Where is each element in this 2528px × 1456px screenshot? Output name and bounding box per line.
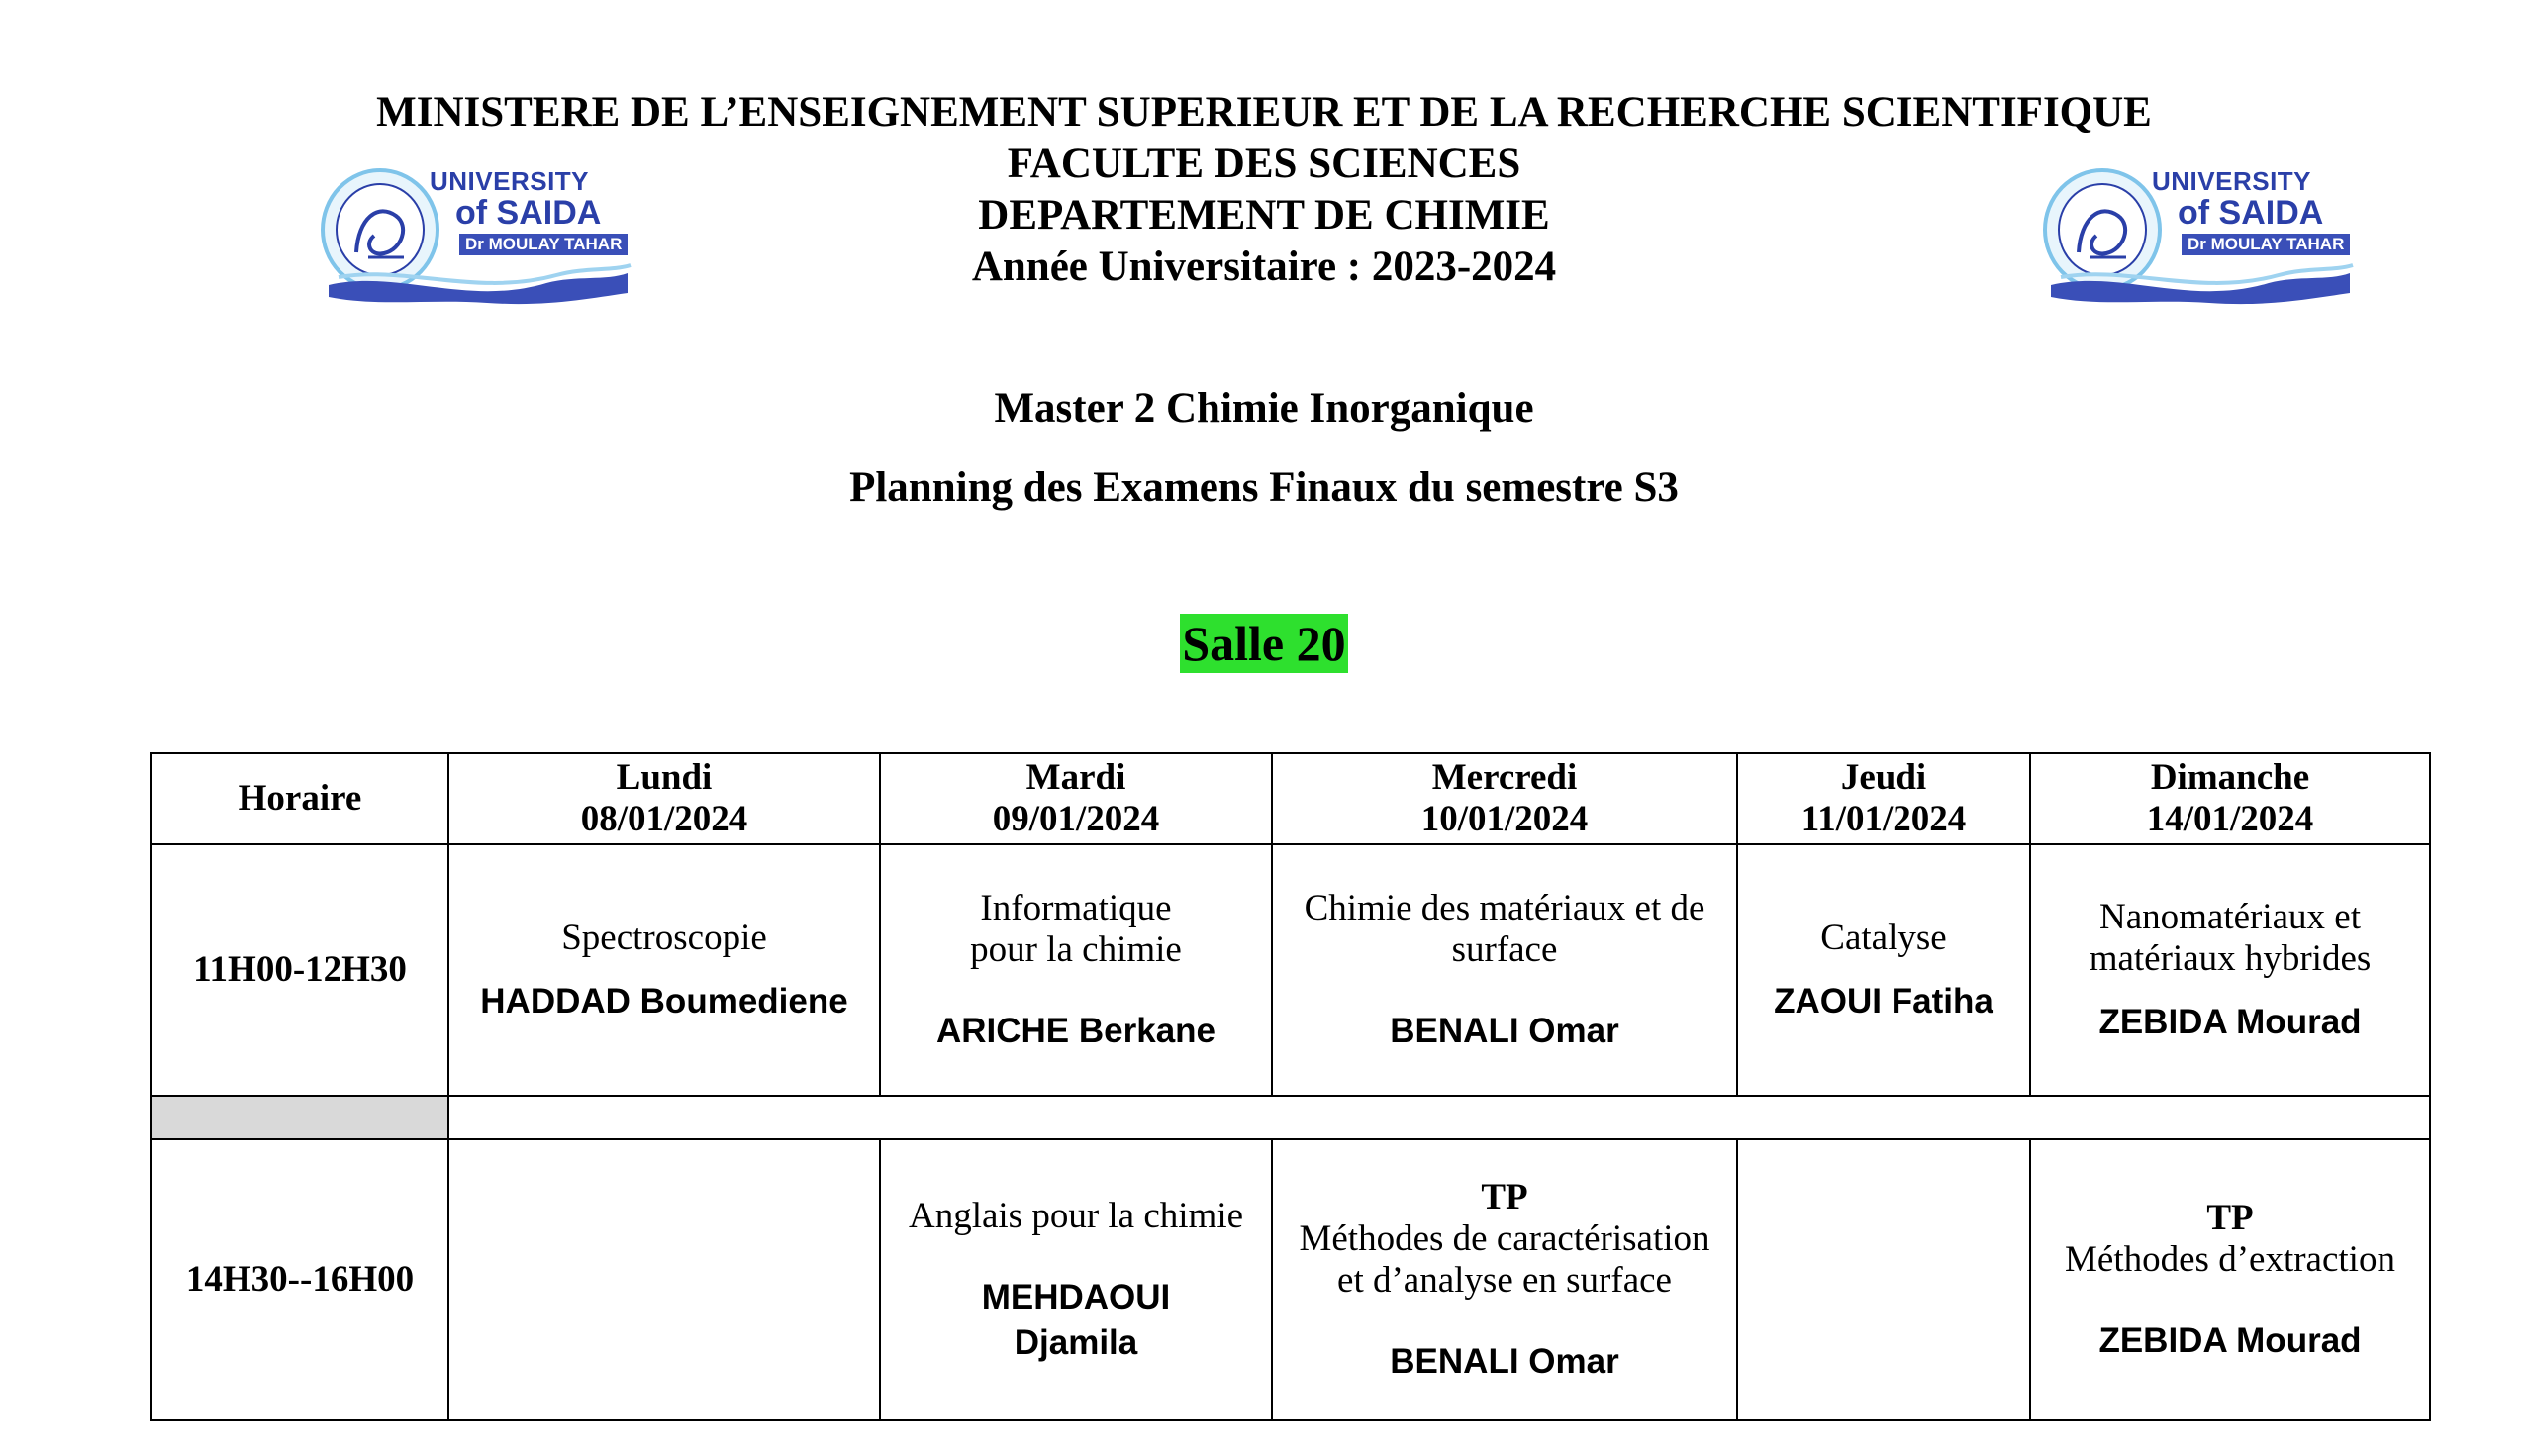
logo-university-text: UNIVERSITY bbox=[2152, 166, 2312, 196]
time-slot-morning: 11H00-12H30 bbox=[151, 844, 448, 1096]
exam-cell bbox=[1737, 844, 2030, 1096]
department-title: DEPARTEMENT DE CHIMIE bbox=[978, 192, 1550, 239]
exam-cell-empty bbox=[1737, 1139, 2030, 1420]
exam-cell bbox=[448, 844, 880, 1096]
university-logo-left bbox=[319, 158, 635, 307]
professor-name: HADDAD Boumediene bbox=[480, 982, 848, 1020]
tp-label: TP bbox=[1481, 1177, 1528, 1217]
logo-university-text: UNIVERSITY bbox=[430, 166, 590, 196]
professor-name: ZAOUI Fatiha bbox=[1774, 982, 1993, 1020]
professor-name: ARICHE Berkane bbox=[935, 1012, 1216, 1050]
spacer-cell-grey bbox=[151, 1096, 448, 1139]
exam-cell bbox=[880, 1139, 1272, 1420]
exam-cell bbox=[2030, 844, 2430, 1096]
spacer-row bbox=[151, 1096, 2430, 1139]
table-header-row bbox=[151, 753, 2430, 844]
module-name: Nanomatériaux et bbox=[2098, 897, 2362, 937]
table-row bbox=[151, 1139, 2430, 1420]
tp-label: TP bbox=[2206, 1198, 2254, 1238]
academic-year: Année Universitaire : 2023-2024 bbox=[971, 243, 1557, 290]
professor-name-line2: Djamila bbox=[1014, 1323, 1138, 1362]
professor-name: BENALI Omar bbox=[1390, 1342, 1619, 1381]
header-day: Dimanche 14/01/2024 bbox=[2030, 753, 2430, 844]
header-day: Jeudi 11/01/2024 bbox=[1737, 753, 2030, 844]
module-name-line2: surface bbox=[1451, 929, 1558, 970]
module-name-line2: et d’analyse en surface bbox=[1337, 1260, 1672, 1301]
header-day: Mardi 09/01/2024 bbox=[880, 753, 1272, 844]
module-name: Catalyse bbox=[1820, 918, 1947, 958]
exam-cell bbox=[880, 844, 1272, 1096]
logo-saida-text: of SAIDA bbox=[455, 194, 602, 232]
logo-founder-text: Dr MOULAY TAHAR bbox=[459, 234, 628, 255]
module-name: Méthodes d’extraction bbox=[2065, 1239, 2395, 1280]
faculty-title: FACULTE DES SCIENCES bbox=[1007, 141, 1521, 187]
module-name: Méthodes de caractérisation bbox=[1299, 1218, 1710, 1259]
module-name: Anglais pour la chimie bbox=[908, 1196, 1244, 1236]
program-title: Master 2 Chimie Inorganique bbox=[994, 385, 1534, 432]
professor-name: MEHDAOUI bbox=[981, 1278, 1171, 1316]
header-day: Lundi 08/01/2024 bbox=[448, 753, 880, 844]
logo-saida-text: of SAIDA bbox=[2178, 194, 2324, 232]
header-horaire: Horaire bbox=[151, 753, 448, 844]
exam-cell bbox=[1272, 844, 1737, 1096]
exam-cell bbox=[1272, 1139, 1737, 1420]
spacer-cell bbox=[448, 1096, 2430, 1139]
exam-cell bbox=[2030, 1139, 2430, 1420]
exam-cell-empty bbox=[448, 1139, 880, 1420]
module-name-line2: matériaux hybrides bbox=[2089, 938, 2372, 979]
module-name: Informatique bbox=[980, 888, 1172, 928]
module-name-line2: pour la chimie bbox=[970, 929, 1182, 970]
table-row bbox=[151, 844, 2430, 1096]
time-slot-afternoon: 14H30--16H00 bbox=[151, 1139, 448, 1420]
planning-title: Planning des Examens Finaux du semestre S3 bbox=[849, 464, 1679, 511]
ministry-title: MINISTERE DE L’ENSEIGNEMENT SUPERIEUR ET DE LA RECHERCHE SCIENTIFIQUE bbox=[376, 89, 2152, 136]
exam-schedule-table bbox=[150, 752, 2431, 1421]
room-label: Salle 20 bbox=[1182, 616, 1346, 671]
module-name: Spectroscopie bbox=[561, 918, 767, 958]
professor-name: ZEBIDA Mourad bbox=[2098, 1003, 2362, 1041]
module-name: Chimie des matériaux et de bbox=[1304, 888, 1705, 928]
logo-founder-text: Dr MOULAY TAHAR bbox=[2182, 234, 2350, 255]
university-logo-right bbox=[2041, 158, 2358, 307]
professor-name: BENALI Omar bbox=[1390, 1012, 1619, 1050]
header-day: Mercredi 10/01/2024 bbox=[1272, 753, 1737, 844]
professor-name: ZEBIDA Mourad bbox=[2098, 1321, 2362, 1360]
